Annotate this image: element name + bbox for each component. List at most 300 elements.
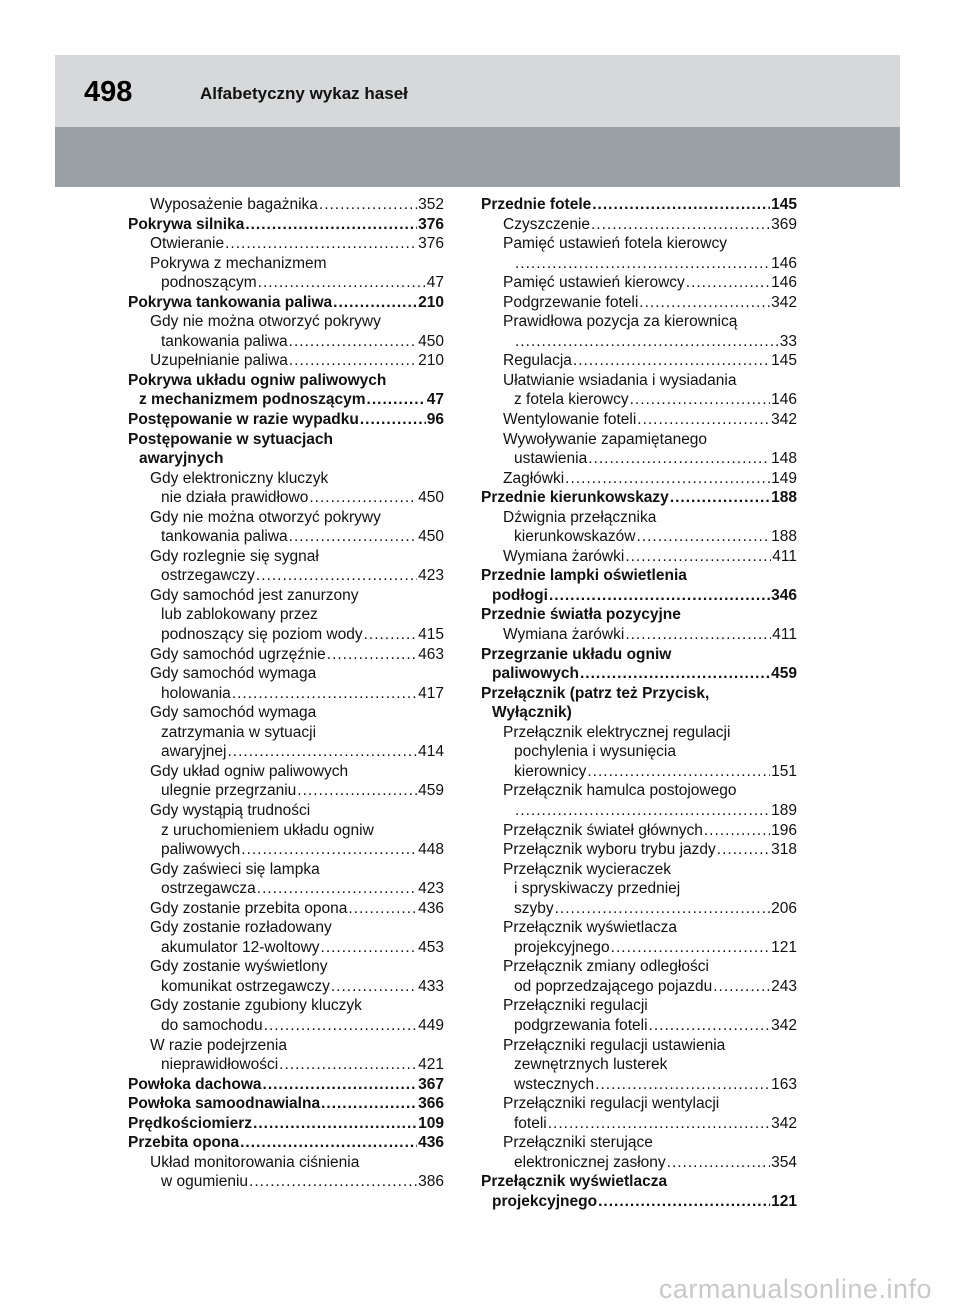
- index-entry: [481, 957, 797, 977]
- index-entry-page: 346: [771, 586, 797, 604]
- index-entry-text: Przednie kierunkowskazy: [481, 489, 669, 507]
- index-entry-text: Gdy samochód ugrzęźnie: [150, 645, 326, 663]
- index-entry-text: Przednie lampki oświetlenia: [481, 567, 687, 585]
- index-entry: [481, 1094, 797, 1114]
- dot-leader: [649, 1016, 771, 1036]
- index-entry-text: i spryskiwaczy przedniej: [514, 880, 681, 898]
- index-entry-page: 411: [772, 626, 797, 644]
- index-entry-text: komunikat ostrzegawczy: [161, 977, 330, 995]
- index-entry-text: projekcyjnego: [492, 1192, 598, 1210]
- index-entry-page: 453: [418, 938, 444, 956]
- index-entry-page: 459: [771, 665, 797, 683]
- index-entry-text: ulegnie przegrzaniu: [161, 782, 297, 800]
- index-entry-page: 436: [418, 1134, 444, 1152]
- header-band: [55, 127, 900, 187]
- index-entry-text: Uzupełnianie paliwa: [150, 352, 288, 370]
- index-entry-page: 423: [418, 567, 444, 585]
- dot-leader: [321, 938, 418, 958]
- dot-leader: [637, 410, 770, 430]
- index-entry-page: 376: [418, 235, 444, 253]
- index-entry-page: 450: [418, 332, 444, 350]
- index-entry-page: 436: [418, 899, 444, 917]
- index-entry-text: holowania: [161, 684, 231, 702]
- index-entry-page: 411: [772, 547, 797, 565]
- index-entry-page: 342: [771, 293, 797, 311]
- index-entry: [481, 1075, 797, 1095]
- index-entry: [481, 254, 797, 274]
- index-entry-page: 145: [771, 196, 797, 213]
- index-entry-page: 463: [418, 645, 444, 663]
- index-entry: [128, 586, 444, 606]
- index-entry: [128, 195, 444, 215]
- index-entry: [481, 351, 797, 371]
- index-entry: [481, 215, 797, 235]
- index-entry: [128, 430, 444, 450]
- index-entry-text: lub zablokowany przez: [161, 606, 318, 624]
- index-entry-text: Pokrywa z mechanizmem: [150, 254, 327, 272]
- index-entry: [481, 410, 797, 430]
- index-entry-text: Powłoka dachowa: [128, 1075, 262, 1093]
- dot-leader: [587, 762, 770, 782]
- index-entry-text: kierownicy: [514, 762, 587, 780]
- index-entry-page: 121: [771, 938, 797, 956]
- index-entry: [481, 312, 797, 332]
- index-entry-page: 163: [771, 1075, 797, 1093]
- dot-leader: [348, 899, 417, 919]
- index-entry: [128, 977, 444, 997]
- index-entry-text: Przełącznik wyboru trybu jazdy: [503, 841, 716, 859]
- index-entry-text: Układ monitorowania ciśnienia: [150, 1153, 360, 1171]
- index-entry-page: 188: [771, 528, 797, 546]
- index-entry: [128, 508, 444, 528]
- index-entry-text: paliwowych: [161, 841, 241, 859]
- dot-leader: [289, 527, 417, 547]
- index-entry-page: 342: [771, 1016, 797, 1034]
- index-entry-page: 189: [771, 801, 797, 819]
- index-entry: [128, 840, 444, 860]
- dot-leader: [595, 1075, 770, 1095]
- index-entry-page: 366: [418, 1095, 444, 1113]
- index-entry: [128, 781, 444, 801]
- index-entry-text: Gdy samochód jest zanurzony: [150, 586, 359, 604]
- index-entry-text: od poprzedzającego pojazdu: [514, 977, 713, 995]
- index-entry: [481, 1055, 797, 1075]
- index-entry-text: projekcyjnego: [514, 938, 610, 956]
- index-entry-page: 421: [418, 1056, 444, 1074]
- dot-leader: [309, 488, 417, 508]
- index-entry: [128, 1036, 444, 1056]
- index-entry: [128, 703, 444, 723]
- header-bar: [55, 55, 900, 127]
- index-entry: [481, 449, 797, 469]
- index-entry-text: Zagłówki: [503, 469, 565, 487]
- dot-leader: [670, 488, 770, 508]
- index-entry-text: Pamięć ustawień kierowcy: [503, 274, 685, 292]
- index-entry-page: 414: [418, 743, 444, 761]
- index-entry: [128, 742, 444, 762]
- dot-leader: [580, 664, 770, 684]
- index-entry-text: Dźwignia przełącznika: [503, 508, 657, 526]
- dot-leader: [297, 781, 417, 801]
- index-entry-text: Przełącznik świateł głównych: [503, 821, 703, 839]
- index-entry: [128, 899, 444, 919]
- dot-leader: [327, 645, 417, 665]
- index-entry-text: Przebita opona: [128, 1134, 240, 1152]
- index-entry-page: 47: [426, 274, 444, 292]
- index-entry: [128, 1153, 444, 1173]
- index-entry-text: Przełącznik wyświetlacza: [503, 919, 677, 937]
- index-entry-text: ostrzegawczy: [161, 567, 255, 585]
- index-entry-text: Przegrzanie układu ogniw: [481, 645, 672, 663]
- index-entry-text: zatrzymania w sytuacji: [161, 723, 317, 741]
- index-entry: [481, 821, 797, 841]
- index-entry-text: tankowania paliwa: [161, 332, 288, 350]
- index-entry: [481, 742, 797, 762]
- index-entry: [128, 664, 444, 684]
- index-entry-text: Postępowanie w sytuacjach: [128, 430, 334, 448]
- index-entry-text: Przełączniki regulacji: [503, 997, 648, 1015]
- index-entry: [128, 801, 444, 821]
- index-entry: [128, 860, 444, 880]
- index-entry-text: Gdy rozlegnie się sygnał: [150, 547, 319, 565]
- index-entry: [481, 1192, 797, 1212]
- index-entry-page: 47: [426, 391, 444, 409]
- index-entry-text: Wymiana żarówki: [503, 626, 625, 644]
- index-entry: [481, 273, 797, 293]
- index-entry: [128, 390, 444, 410]
- index-entry: [128, 625, 444, 645]
- index-entry-text: Przednie światła pozycyjne: [481, 606, 681, 624]
- index-entry-page: 449: [418, 1016, 444, 1034]
- index-entry: [481, 860, 797, 880]
- index-entry: [128, 449, 444, 469]
- dot-leader: [240, 1133, 417, 1153]
- watermark: carmanualsonline.info: [658, 1274, 932, 1304]
- index-entry-text: Prawidłowa pozycja za kierownicą: [503, 313, 738, 331]
- index-entry-text: Ułatwianie wsiadania i wysiadania: [503, 371, 737, 389]
- index-entry-page: 417: [418, 684, 444, 702]
- dot-leader: [289, 332, 417, 352]
- index-entry-page: 354: [771, 1153, 797, 1171]
- index-entry-page: 206: [771, 899, 797, 917]
- index-entry-text: podnoszącym: [161, 274, 257, 292]
- dot-leader: [258, 273, 426, 293]
- dot-leader: [588, 449, 770, 469]
- index-entry: [481, 625, 797, 645]
- dot-leader: [364, 625, 418, 645]
- index-entry: [481, 801, 797, 821]
- index-entry-text: z fotela kierowcy: [514, 391, 629, 409]
- index-entry-text: szyby: [514, 899, 554, 917]
- index-entry: [481, 1036, 797, 1056]
- index-entry-text: Gdy układ ogniw paliwowych: [150, 762, 349, 780]
- index-entry: [128, 1114, 444, 1134]
- index-entry-page: 33: [779, 332, 797, 350]
- index-entry: [481, 1016, 797, 1036]
- index-entry-page: 423: [418, 880, 444, 898]
- index-entry-text: W razie podejrzenia: [150, 1036, 287, 1054]
- dot-leader: [257, 879, 417, 899]
- index-entry-text: Gdy zaświeci się lampka: [150, 860, 320, 878]
- index-entry: [481, 234, 797, 254]
- dot-leader: [331, 977, 417, 997]
- index-entry-text: Gdy zostanie wyświetlony: [150, 958, 328, 976]
- dot-leader: [625, 625, 771, 645]
- index-entry: [481, 293, 797, 313]
- index-entry-text: Gdy samochód wymaga: [150, 665, 317, 683]
- index-entry-page: 450: [418, 528, 444, 546]
- index-entry-page: 352: [418, 196, 444, 213]
- index-entry-text: Gdy zostanie zgubiony kluczyk: [150, 997, 362, 1015]
- index-entry-text: Przełącznik hamulca postojowego: [503, 782, 737, 800]
- index-entry-text: z mechanizmem podnoszącym: [139, 391, 366, 409]
- dot-leader: [565, 469, 770, 489]
- dot-leader: [592, 195, 770, 215]
- dot-leader: [515, 254, 770, 274]
- dot-leader: [515, 801, 770, 821]
- dot-leader: [625, 547, 771, 567]
- dot-leader: [367, 390, 426, 410]
- dot-leader: [713, 977, 770, 997]
- index-entry-text: elektronicznej zasłony: [514, 1153, 666, 1171]
- index-entry: [128, 351, 444, 371]
- index-entry-text: awaryjnych: [139, 450, 224, 468]
- index-entry-text: podnoszący się poziom wody: [161, 626, 363, 644]
- index-entry-text: nie działa prawidłowo: [161, 489, 309, 507]
- index-entry-page: 210: [418, 293, 444, 311]
- index-entry: [481, 684, 797, 704]
- dot-leader: [289, 351, 417, 371]
- index-entry: [481, 605, 797, 625]
- dot-leader: [245, 215, 417, 235]
- index-entry-text: z uruchomieniem układu ogniw: [161, 821, 374, 839]
- index-entry: [128, 762, 444, 782]
- index-entry: [481, 508, 797, 528]
- index-entry: [481, 1172, 797, 1192]
- index-entry-text: Przednie fotele: [481, 196, 592, 213]
- index-entry: [128, 645, 444, 665]
- index-entry-page: 146: [771, 391, 797, 409]
- index-entry-page: 148: [771, 450, 797, 468]
- dot-leader: [573, 351, 770, 371]
- index-entry-text: Gdy elektroniczny kluczyk: [150, 469, 329, 487]
- index-entry-text: akumulator 12-woltowy: [161, 938, 320, 956]
- index-entry-text: Czyszczenie: [503, 215, 590, 233]
- index-entry: [481, 645, 797, 665]
- dot-leader: [333, 293, 417, 313]
- index-entry: [128, 918, 444, 938]
- index-entry-text: Postępowanie w razie wypadku: [128, 411, 359, 429]
- index-entry: [481, 1114, 797, 1134]
- index-entry: [481, 488, 797, 508]
- dot-leader: [555, 899, 771, 919]
- index-entry-text: Przełącznik zmiany odległości: [503, 958, 709, 976]
- dot-leader: [249, 1172, 417, 1192]
- dot-leader: [232, 684, 417, 704]
- index-entry-text: tankowania paliwa: [161, 528, 288, 546]
- index-entry-page: 369: [771, 215, 797, 233]
- index-entry: [128, 566, 444, 586]
- index-entry-text: Pokrywa tankowania paliwa: [128, 293, 333, 311]
- index-entry: [128, 1016, 444, 1036]
- index-entry-page: 149: [771, 469, 797, 487]
- index-entry-text: Pokrywa układu ogniw paliwowych: [128, 371, 387, 389]
- index-entry: [128, 1094, 444, 1114]
- index-entry: [128, 488, 444, 508]
- index-entry-text: ustawienia: [514, 450, 588, 468]
- index-column-left: [128, 195, 444, 1192]
- index-entry: [128, 273, 444, 293]
- index-entry-text: wstecznych: [514, 1075, 595, 1093]
- index-entry-page: 318: [771, 841, 797, 859]
- dot-leader: [227, 742, 417, 762]
- index-entry: [128, 371, 444, 391]
- index-entry-text: Gdy zostanie przebita opona: [150, 899, 348, 917]
- index-entry-text: kierunkowskazów: [514, 528, 636, 546]
- index-entry-text: Wyposażenie bagażnika: [150, 196, 318, 213]
- index-entry-text: Wyłącznik): [492, 704, 572, 722]
- dot-leader: [321, 1094, 417, 1114]
- index-entry-text: w ogumieniu: [161, 1173, 249, 1191]
- index-entry: [128, 332, 444, 352]
- dot-leader: [630, 390, 771, 410]
- index-entry: [128, 1075, 444, 1095]
- index-entry-text: Pamięć ustawień fotela kierowcy: [503, 235, 727, 253]
- index-entry: [481, 566, 797, 586]
- index-entry: [481, 1153, 797, 1173]
- dot-leader: [279, 1055, 417, 1075]
- dot-leader: [704, 821, 770, 841]
- index-entry: [128, 684, 444, 704]
- index-entry-text: awaryjnej: [161, 743, 227, 761]
- index-entry-page: 146: [771, 254, 797, 272]
- index-entry-page: 196: [771, 821, 797, 839]
- dot-leader: [264, 1016, 417, 1036]
- dot-leader: [611, 938, 770, 958]
- index-entry-page: 459: [418, 782, 444, 800]
- index-entry-page: 367: [418, 1075, 444, 1093]
- index-entry: [481, 879, 797, 899]
- dot-leader: [636, 527, 770, 547]
- index-entry: [481, 469, 797, 489]
- index-entry-page: 151: [771, 762, 797, 780]
- dot-leader: [717, 840, 770, 860]
- index-entry-text: Przełącznik wyświetlacza: [481, 1173, 668, 1191]
- index-entry: [481, 332, 797, 352]
- index-entry-text: Przełącznik wycieraczek: [503, 860, 671, 878]
- index-entry-text: Przełączniki sterujące: [503, 1134, 653, 1152]
- index-entry-page: 376: [418, 215, 444, 233]
- index-entry: [128, 410, 444, 430]
- dot-leader: [253, 1114, 417, 1134]
- index-entry-page: 121: [771, 1192, 797, 1210]
- index-entry: [128, 938, 444, 958]
- index-entry: [128, 1133, 444, 1153]
- index-entry-page: 450: [418, 489, 444, 507]
- index-entry: [128, 234, 444, 254]
- index-entry-text: podłogi: [492, 586, 548, 604]
- index-entry-page: 210: [418, 352, 444, 370]
- dot-leader: [548, 1114, 770, 1134]
- index-entry-text: foteli: [514, 1114, 547, 1132]
- index-entry: [481, 703, 797, 723]
- index-entry-text: Gdy nie można otworzyć pokrywy: [150, 508, 381, 526]
- index-entry-text: Powłoka samoodnawialna: [128, 1095, 321, 1113]
- index-entry-text: paliwowych: [492, 665, 579, 683]
- index-entry-page: 146: [771, 274, 797, 292]
- index-entry: [128, 1172, 444, 1192]
- index-entry-text: pochylenia i wysunięcia: [514, 743, 676, 761]
- dot-leader: [686, 273, 770, 293]
- index-entry-text: Przełączniki regulacji ustawienia: [503, 1036, 726, 1054]
- index-entry: [481, 762, 797, 782]
- index-entry: [481, 1133, 797, 1153]
- index-entry-text: Regulacja: [503, 352, 572, 370]
- index-entry: [481, 547, 797, 567]
- index-entry-page: 448: [418, 841, 444, 859]
- index-entry-text: Otwieranie: [150, 235, 225, 253]
- index-entry: [128, 957, 444, 977]
- index-entry: [481, 430, 797, 450]
- index-entry-text: Przełącznik (patrz też Przycisk,: [481, 684, 710, 702]
- dot-leader: [225, 234, 417, 254]
- index-entry: [481, 899, 797, 919]
- dot-leader: [515, 332, 779, 352]
- dot-leader: [598, 1192, 770, 1212]
- index-entry-text: Prędkościomierz: [128, 1114, 253, 1132]
- index-entry: [128, 996, 444, 1016]
- dot-leader: [256, 566, 417, 586]
- index-entry-text: do samochodu: [161, 1016, 263, 1034]
- index-entry-text: Przełączniki regulacji wentylacji: [503, 1095, 720, 1113]
- index-entry: [481, 840, 797, 860]
- index-entry-page: 386: [418, 1173, 444, 1191]
- index-entry-text: Wywoływanie zapamiętanego: [503, 430, 708, 448]
- index-entry: [481, 390, 797, 410]
- dot-leader: [319, 195, 417, 215]
- index-entry-page: 188: [771, 489, 797, 507]
- dot-leader: [360, 410, 426, 430]
- index-entry-text: Przełącznik elektrycznej regulacji: [503, 723, 731, 741]
- index-entry: [481, 996, 797, 1016]
- dot-leader: [549, 586, 770, 606]
- index-entry: [128, 879, 444, 899]
- index-entry: [481, 371, 797, 391]
- index-entry-page: 96: [426, 411, 444, 429]
- index-entry: [128, 605, 444, 625]
- index-entry-text: Gdy wystąpią trudności: [150, 801, 311, 819]
- index-entry-page: 433: [418, 977, 444, 995]
- index-entry: [128, 293, 444, 313]
- index-entry: [481, 195, 797, 215]
- index-entry-text: Wymiana żarówki: [503, 547, 625, 565]
- index-entry-text: nieprawidłowości: [161, 1056, 279, 1074]
- index-entry-text: Wentylowanie foteli: [503, 411, 637, 429]
- index-entry-page: 342: [771, 411, 797, 429]
- index-entry: [481, 664, 797, 684]
- index-entry-text: Gdy samochód wymaga: [150, 704, 317, 722]
- index-entry-page: 145: [771, 352, 797, 370]
- index-entry: [128, 547, 444, 567]
- index-column-right: [481, 195, 797, 1211]
- index-entry: [128, 469, 444, 489]
- index-entry: [481, 977, 797, 997]
- dot-leader: [667, 1153, 770, 1173]
- index-entry: [128, 821, 444, 841]
- page-title: Alfabetyczny wykaz haseł: [200, 84, 408, 103]
- page-number: 498: [84, 76, 133, 108]
- index-entry: [481, 781, 797, 801]
